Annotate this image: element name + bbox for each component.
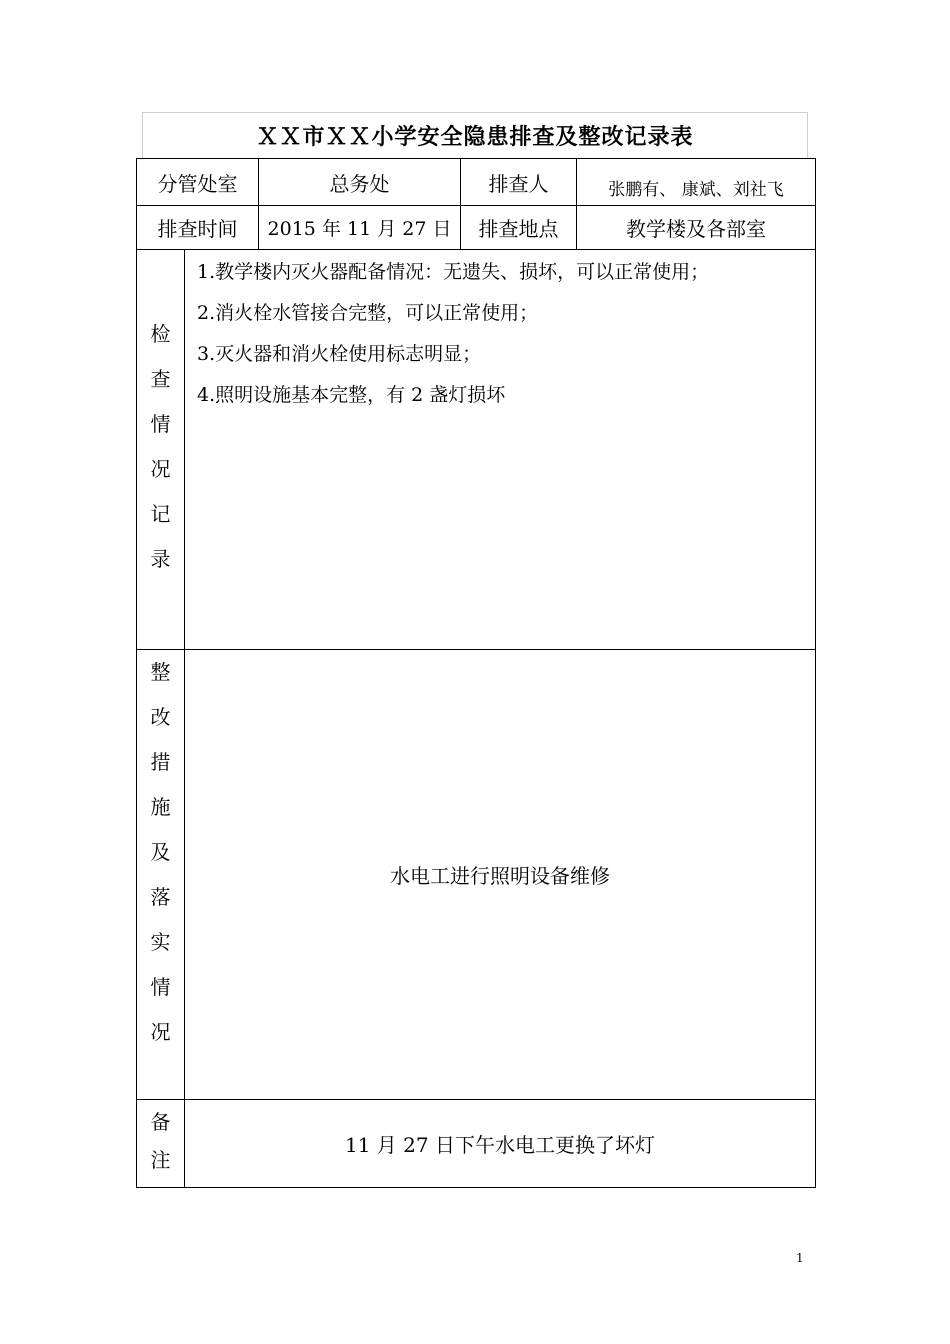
- time-label: 排查时间: [157, 217, 238, 241]
- rectification-label-char: 落: [150, 885, 171, 909]
- rectification-label-char: 整: [150, 660, 171, 684]
- inspection-label-char: 况: [150, 457, 171, 481]
- remarks-content: 11 月 27 日下午水电工更换了坏灯: [345, 1133, 655, 1157]
- remarks-label-char: 注: [150, 1148, 171, 1172]
- dept-label: 分管处室: [157, 171, 238, 196]
- rectification-label-char: 情: [150, 975, 171, 999]
- inspection-item: 3.灭火器和消火栓使用标志明显；: [197, 343, 482, 365]
- remarks-label: [137, 1106, 184, 1186]
- inspection-label-char: 录: [150, 547, 171, 571]
- rectification-label-char: 改: [150, 705, 171, 729]
- inspection-item: 2.消火栓水管接合完整，可以正常使用；: [197, 302, 539, 324]
- remarks-label-char: 备: [150, 1110, 171, 1134]
- inspection-item: 4.照明设施基本完整，有 2 盏灯损坏: [197, 384, 506, 406]
- place-label: 排查地点: [478, 217, 559, 241]
- inspection-label-char: 查: [150, 367, 171, 391]
- rectification-label-char: 及: [150, 840, 171, 864]
- rectification-label: [137, 656, 184, 1096]
- rectification-label-char: 措: [150, 750, 171, 774]
- inspection-items: [185, 252, 815, 648]
- inspection-label-char: 检: [150, 322, 171, 346]
- inspection-label-char: 记: [150, 502, 171, 526]
- inspection-item: 1.教学楼内灭火器配备情况：无遗失、损坏，可以正常使用；: [197, 261, 710, 283]
- rectification-label-char: 况: [150, 1020, 171, 1044]
- inspection-record-table: [136, 158, 816, 1188]
- inspection-label-char: 情: [150, 412, 171, 436]
- inspector-label: 排查人: [488, 171, 549, 196]
- rectification-label-char: 施: [150, 795, 171, 819]
- inspection-label: [137, 318, 184, 598]
- dept-value: 总务处: [329, 171, 390, 196]
- rectification-label-char: 实: [150, 930, 171, 954]
- place-value: 教学楼及各部室: [626, 217, 766, 241]
- time-value: 2015 年 11 月 27 日: [267, 218, 452, 240]
- inspector-value: 张鹏有、 康斌、刘社飞: [608, 179, 784, 200]
- rectification-content: 水电工进行照明设备维修: [390, 864, 610, 888]
- document-title: ＸＸ市ＸＸ小学安全隐患排查及整改记录表: [142, 112, 808, 158]
- page-number: 1: [796, 1251, 804, 1265]
